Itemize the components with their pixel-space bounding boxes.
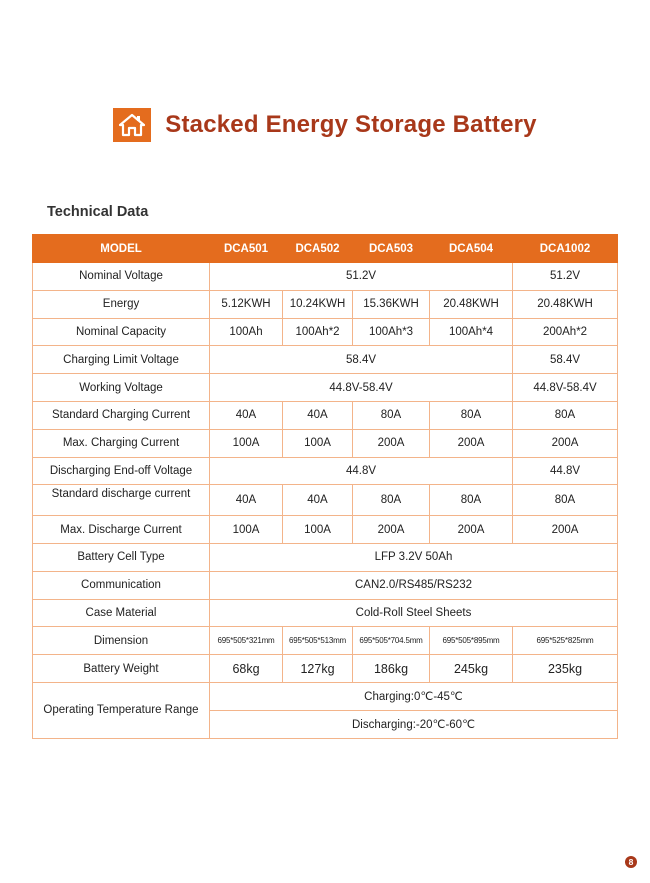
- cell-value: LFP 3.2V 50Ah: [210, 543, 618, 571]
- cell-value: Cold-Roll Steel Sheets: [210, 599, 618, 627]
- section-title: Technical Data: [47, 204, 149, 220]
- cell-value: 200A: [353, 429, 430, 457]
- header-dca501: DCA501: [210, 235, 283, 263]
- cell-value: 200A: [513, 516, 618, 544]
- cell-value: 5.12KWH: [210, 290, 283, 318]
- cell-value: 200A: [513, 429, 618, 457]
- header-model: MODEL: [33, 235, 210, 263]
- cell-value: 58.4V: [210, 346, 513, 374]
- cell-value: 80A: [513, 485, 618, 516]
- row-label: Case Material: [33, 599, 210, 627]
- cell-value: 200A: [430, 516, 513, 544]
- cell-value: 58.4V: [513, 346, 618, 374]
- cell-value: 235kg: [513, 655, 618, 683]
- cell-value: 127kg: [283, 655, 353, 683]
- cell-value: 695*505*321mm: [210, 627, 283, 655]
- row-label: Max. Discharge Current: [33, 516, 210, 544]
- header-dca1002: DCA1002: [513, 235, 618, 263]
- cell-value: 44.8V-58.4V: [513, 374, 618, 402]
- cell-value: 80A: [513, 401, 618, 429]
- cell-value: 200A: [430, 429, 513, 457]
- cell-value: 40A: [283, 485, 353, 516]
- table-row: [33, 599, 618, 627]
- row-label: Operating Temperature Range: [33, 682, 210, 738]
- table-row: [33, 263, 618, 291]
- cell-value: 10.24KWH: [283, 290, 353, 318]
- table-row: [33, 318, 618, 346]
- cell-value: 80A: [430, 485, 513, 516]
- row-label: Nominal Capacity: [33, 318, 210, 346]
- table-row: [33, 543, 618, 571]
- row-label: Communication: [33, 571, 210, 599]
- cell-value: 80A: [353, 485, 430, 516]
- cell-value: 40A: [210, 485, 283, 516]
- cell-value: 200Ah*2: [513, 318, 618, 346]
- row-label: Battery Weight: [33, 655, 210, 683]
- cell-value: Discharging:-20℃-60℃: [210, 710, 618, 738]
- cell-value: 44.8V-58.4V: [210, 374, 513, 402]
- table-row: [33, 290, 618, 318]
- cell-value: 40A: [283, 401, 353, 429]
- cell-value: 40A: [210, 401, 283, 429]
- row-label: Energy: [33, 290, 210, 318]
- row-label: Working Voltage: [33, 374, 210, 402]
- row-label: Battery Cell Type: [33, 543, 210, 571]
- row-label: Standard discharge current: [33, 485, 210, 516]
- table-row: [33, 571, 618, 599]
- cell-value: 80A: [353, 401, 430, 429]
- house-icon: [113, 108, 151, 142]
- row-label: Discharging End-off Voltage: [33, 457, 210, 485]
- cell-value: 100A: [210, 516, 283, 544]
- cell-value: 100Ah*3: [353, 318, 430, 346]
- cell-value: 100A: [283, 429, 353, 457]
- cell-value: 695*505*704.5mm: [353, 627, 430, 655]
- page-header: [0, 108, 650, 142]
- row-label: Dimension: [33, 627, 210, 655]
- cell-value: 51.2V: [513, 263, 618, 291]
- cell-value: 100A: [283, 516, 353, 544]
- page-number: 8: [625, 856, 637, 868]
- cell-value: 100Ah*2: [283, 318, 353, 346]
- cell-value: 186kg: [353, 655, 430, 683]
- cell-value: 245kg: [430, 655, 513, 683]
- cell-value: 695*505*513mm: [283, 627, 353, 655]
- cell-value: 80A: [430, 401, 513, 429]
- cell-value: CAN2.0/RS485/RS232: [210, 571, 618, 599]
- page-title: Stacked Energy Storage Battery: [165, 111, 537, 138]
- table-row: [33, 682, 618, 710]
- table-row: [33, 346, 618, 374]
- table-row: [33, 374, 618, 402]
- row-label: Nominal Voltage: [33, 263, 210, 291]
- cell-value: 100Ah: [210, 318, 283, 346]
- table-row: [33, 429, 618, 457]
- cell-value: 15.36KWH: [353, 290, 430, 318]
- row-label: Max. Charging Current: [33, 429, 210, 457]
- cell-value: 20.48KWH: [513, 290, 618, 318]
- table-row: [33, 627, 618, 655]
- technical-data-table: [32, 234, 618, 739]
- table-row: [33, 485, 618, 516]
- cell-value: 20.48KWH: [430, 290, 513, 318]
- table-row: [33, 457, 618, 485]
- cell-value: 68kg: [210, 655, 283, 683]
- cell-value: 44.8V: [210, 457, 513, 485]
- table-row: [33, 401, 618, 429]
- cell-value: 695*505*895mm: [430, 627, 513, 655]
- header-dca504: DCA504: [430, 235, 513, 263]
- header-dca503: DCA503: [353, 235, 430, 263]
- table-row: [33, 655, 618, 683]
- cell-value: 44.8V: [513, 457, 618, 485]
- cell-value: Charging:0℃-45℃: [210, 682, 618, 710]
- cell-value: 100Ah*4: [430, 318, 513, 346]
- row-label: Standard Charging Current: [33, 401, 210, 429]
- cell-value: 51.2V: [210, 263, 513, 291]
- header-dca502: DCA502: [283, 235, 353, 263]
- row-label: Charging Limit Voltage: [33, 346, 210, 374]
- cell-value: 200A: [353, 516, 430, 544]
- table-row: [33, 516, 618, 544]
- cell-value: 695*525*825mm: [513, 627, 618, 655]
- table-header-row: [33, 235, 618, 263]
- cell-value: 100A: [210, 429, 283, 457]
